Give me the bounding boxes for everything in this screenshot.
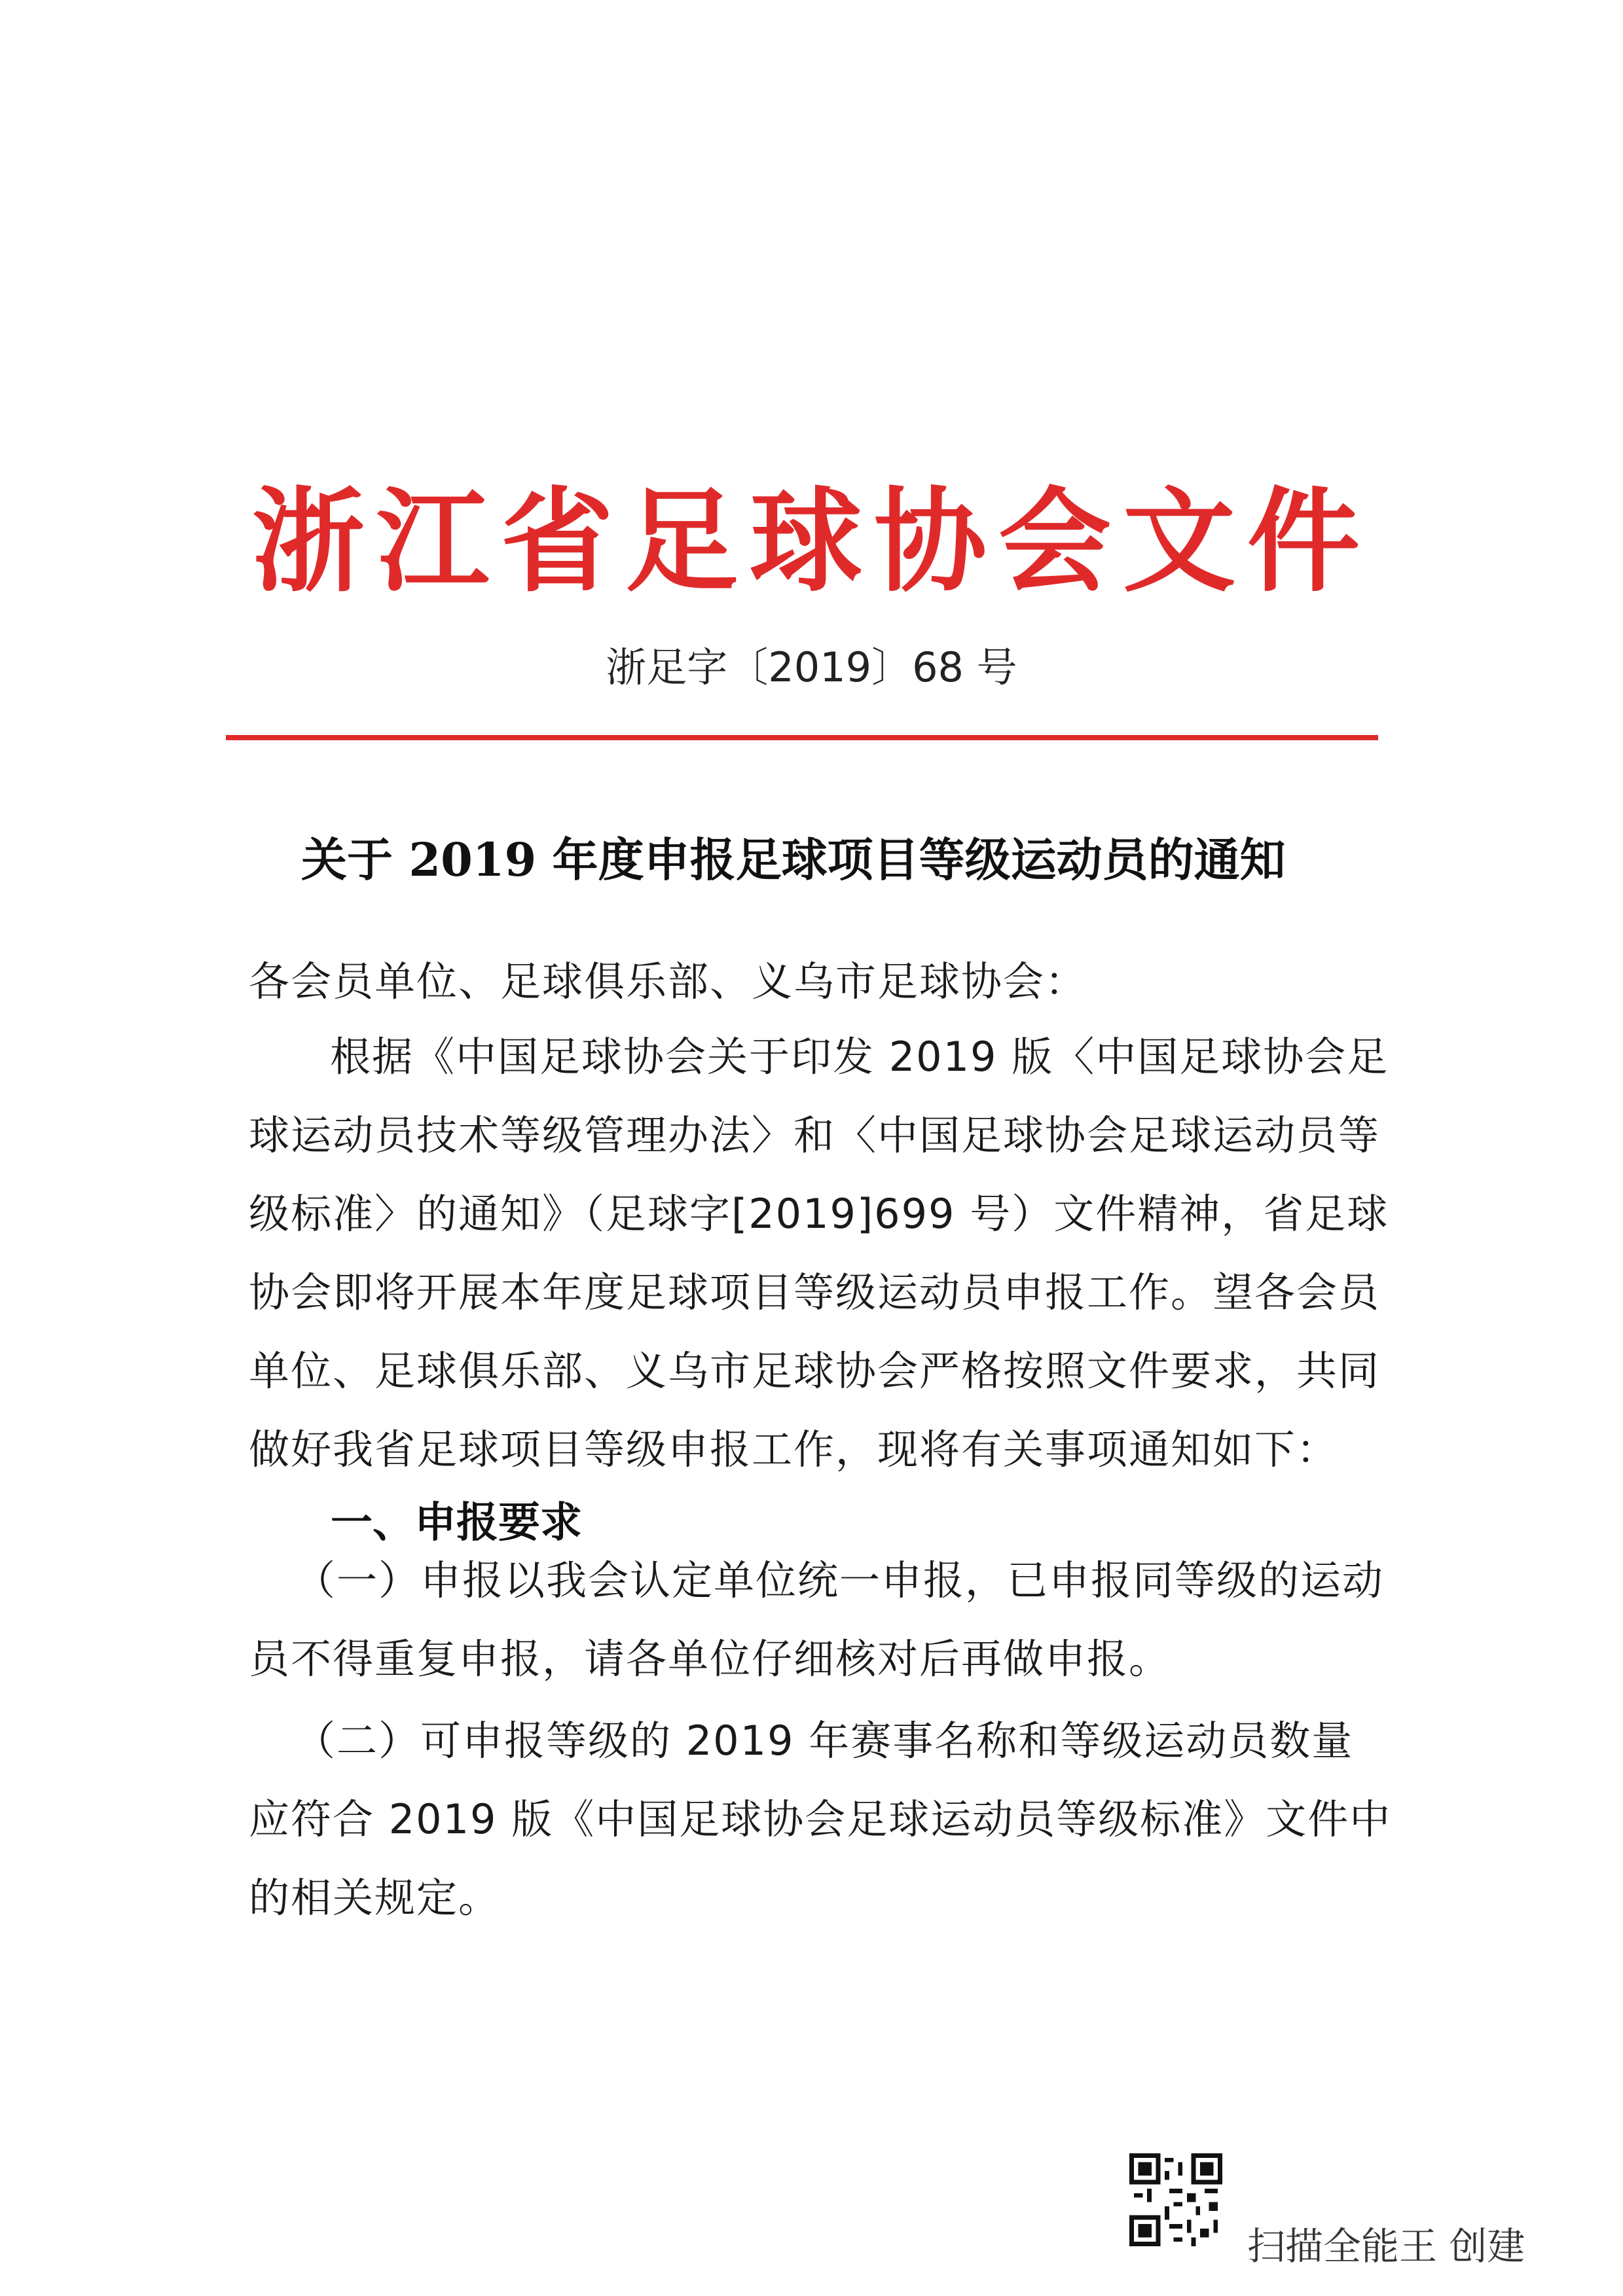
org-title: 浙江省足球协会文件 [252,475,1372,607]
requirement-item-1: （一）申报以我会认定单位统一申报，已申报同等级的运动员不得重复申报，请各单位仔细核对后再做申报。 [249,1556,1385,1683]
body-paragraph-1: 根据《中国足球协会关于印发 2019 版〈中国足球协会足球运动员技术等级管理办法〉和〈中国足球协会足球运动员等级标准〉的通知》（足球字[2019]699 号）文件精神，省足球协会即将开展本年度足球项目等级运动员申报工作。望各会员单位、足球俱乐部、义乌市足球协会严格按照文件要求，共同做好我省足球项目等级申报工作，现将有关事项通知如下： [249,1033,1389,1473]
notice-title: 关于 2019 年度申报足球项目等级运动员的通知 [301,833,1286,887]
scanner-watermark: 扫描全能王 创建 [1247,2224,1525,2269]
requirement-item-2: （二）可申报等级的 2019 年赛事名称和等级运动员数量应符合 2019 版《中国足球协会足球运动员等级标准》文件中的相关规定。 [249,1717,1392,1922]
qr-code-icon [1129,2153,1222,2246]
red-divider [226,735,1378,740]
salutation: 各会员单位、足球俱乐部、义乌市足球协会： [249,958,1087,1005]
section-heading-requirements: 一、申报要求 [331,1499,582,1547]
doc-number: 浙足字〔2019〕68 号 [606,643,1017,691]
